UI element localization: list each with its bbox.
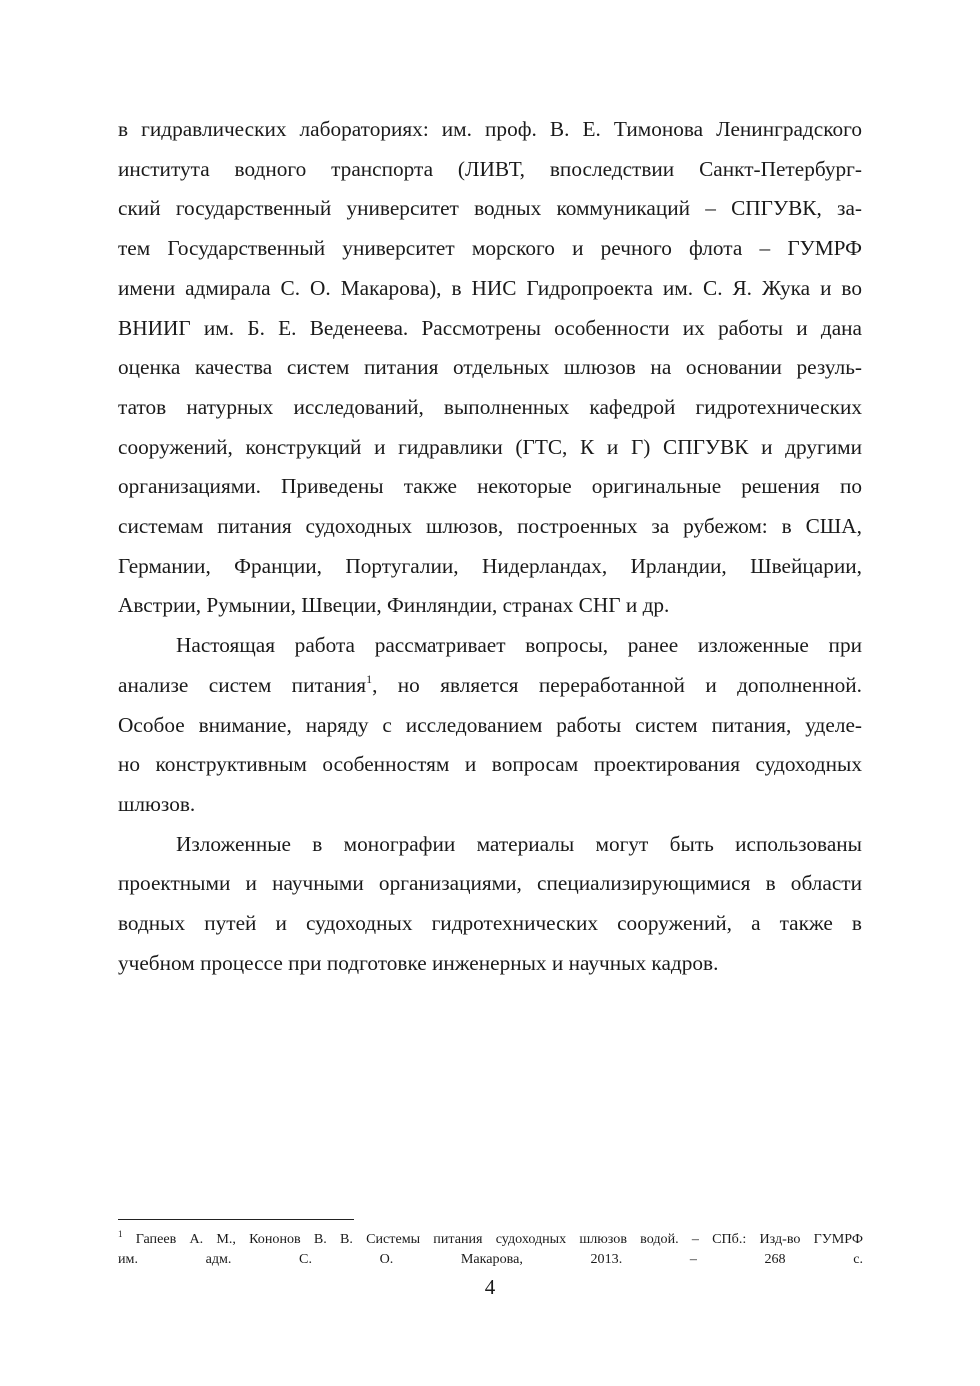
text-line: системам питания судоходных шлюзов, построенных за рубежом: в США, bbox=[118, 514, 862, 539]
paragraph-2 bbox=[118, 626, 862, 825]
text-line bbox=[118, 666, 862, 706]
footnote-marker: 1 bbox=[118, 1229, 123, 1239]
footnote bbox=[118, 1230, 863, 1269]
text-line: имени адмирала С. О. Макарова), в НИС Гидропроекта им. С. Я. Жука и во bbox=[118, 275, 862, 300]
text-line: учебном процессе при подготовке инженерных и научных кадров. bbox=[118, 950, 719, 975]
text-line: Особое внимание, наряду с исследованием работы систем питания, уделе- bbox=[118, 712, 862, 737]
text-line: проектными и научными организациями, специализирующимися в области bbox=[118, 871, 862, 896]
page-body bbox=[118, 110, 862, 983]
page-number: 4 bbox=[484, 1275, 496, 1299]
text-line: оценка качества систем питания отдельных шлюзов на основании резуль- bbox=[118, 355, 862, 380]
text-line: Австрии, Румынии, Швеции, Финляндии, странах СНГ и др. bbox=[118, 593, 670, 618]
text-line: ский государственный университет водных коммуникаций – СПГУВК, за- bbox=[118, 196, 862, 221]
text-line: водных путей и судоходных гидротехнических сооружений, а также в bbox=[118, 911, 862, 936]
footnote-text: Гапеев А. М., Кононов В. В. Системы питания судоходных шлюзов водой. – СПб.: Изд-во ГУМРФ bbox=[122, 1231, 863, 1247]
text-line: тем Государственный университет морского и речного флота – ГУМРФ bbox=[118, 236, 862, 261]
text-line: в гидравлических лабораториях: им. проф. В. Е. Тимонова Ленинградского bbox=[118, 117, 862, 141]
text-fragment: , но является переработанной и дополненной. bbox=[372, 672, 862, 697]
footnote-divider bbox=[118, 1219, 354, 1220]
text-line: Настоящая работа рассматривает вопросы, ранее изложенные при bbox=[176, 633, 862, 658]
text-line: института водного транспорта (ЛИВТ, впоследствии Санкт-Петербург- bbox=[118, 156, 862, 181]
text-line: Изложенные в монографии материалы могут быть использованы bbox=[176, 831, 862, 856]
text-line: сооружений, конструкций и гидравлики (ГТС, К и Г) СПГУВК и другими bbox=[118, 434, 862, 459]
text-line: ВНИИГ им. Б. Е. Веденеева. Рассмотрены особенности их работы и дана bbox=[118, 315, 862, 340]
text-line: но конструктивным особенностям и вопросам проектирования судоходных bbox=[118, 752, 862, 777]
text-line: татов натурных исследований, выполненных кафедрой гидротехнических bbox=[118, 394, 862, 419]
text-line: Германии, Франции, Португалии, Нидерландах, Ирландии, Швейцарии, bbox=[118, 553, 862, 578]
text-line: шлюзов. bbox=[118, 791, 196, 816]
text-line: организациями. Приведены также некоторые оригинальные решения по bbox=[118, 474, 862, 499]
footnote-line bbox=[118, 1230, 863, 1250]
footnote-line: им. адм. С. О. Макарова, 2013. – 268 с. bbox=[118, 1250, 863, 1267]
paragraph-3 bbox=[118, 825, 862, 984]
text-fragment: анализе систем питания bbox=[118, 672, 367, 697]
paragraph-1 bbox=[118, 110, 862, 626]
footnote-reference[interactable]: 1 bbox=[366, 671, 373, 686]
